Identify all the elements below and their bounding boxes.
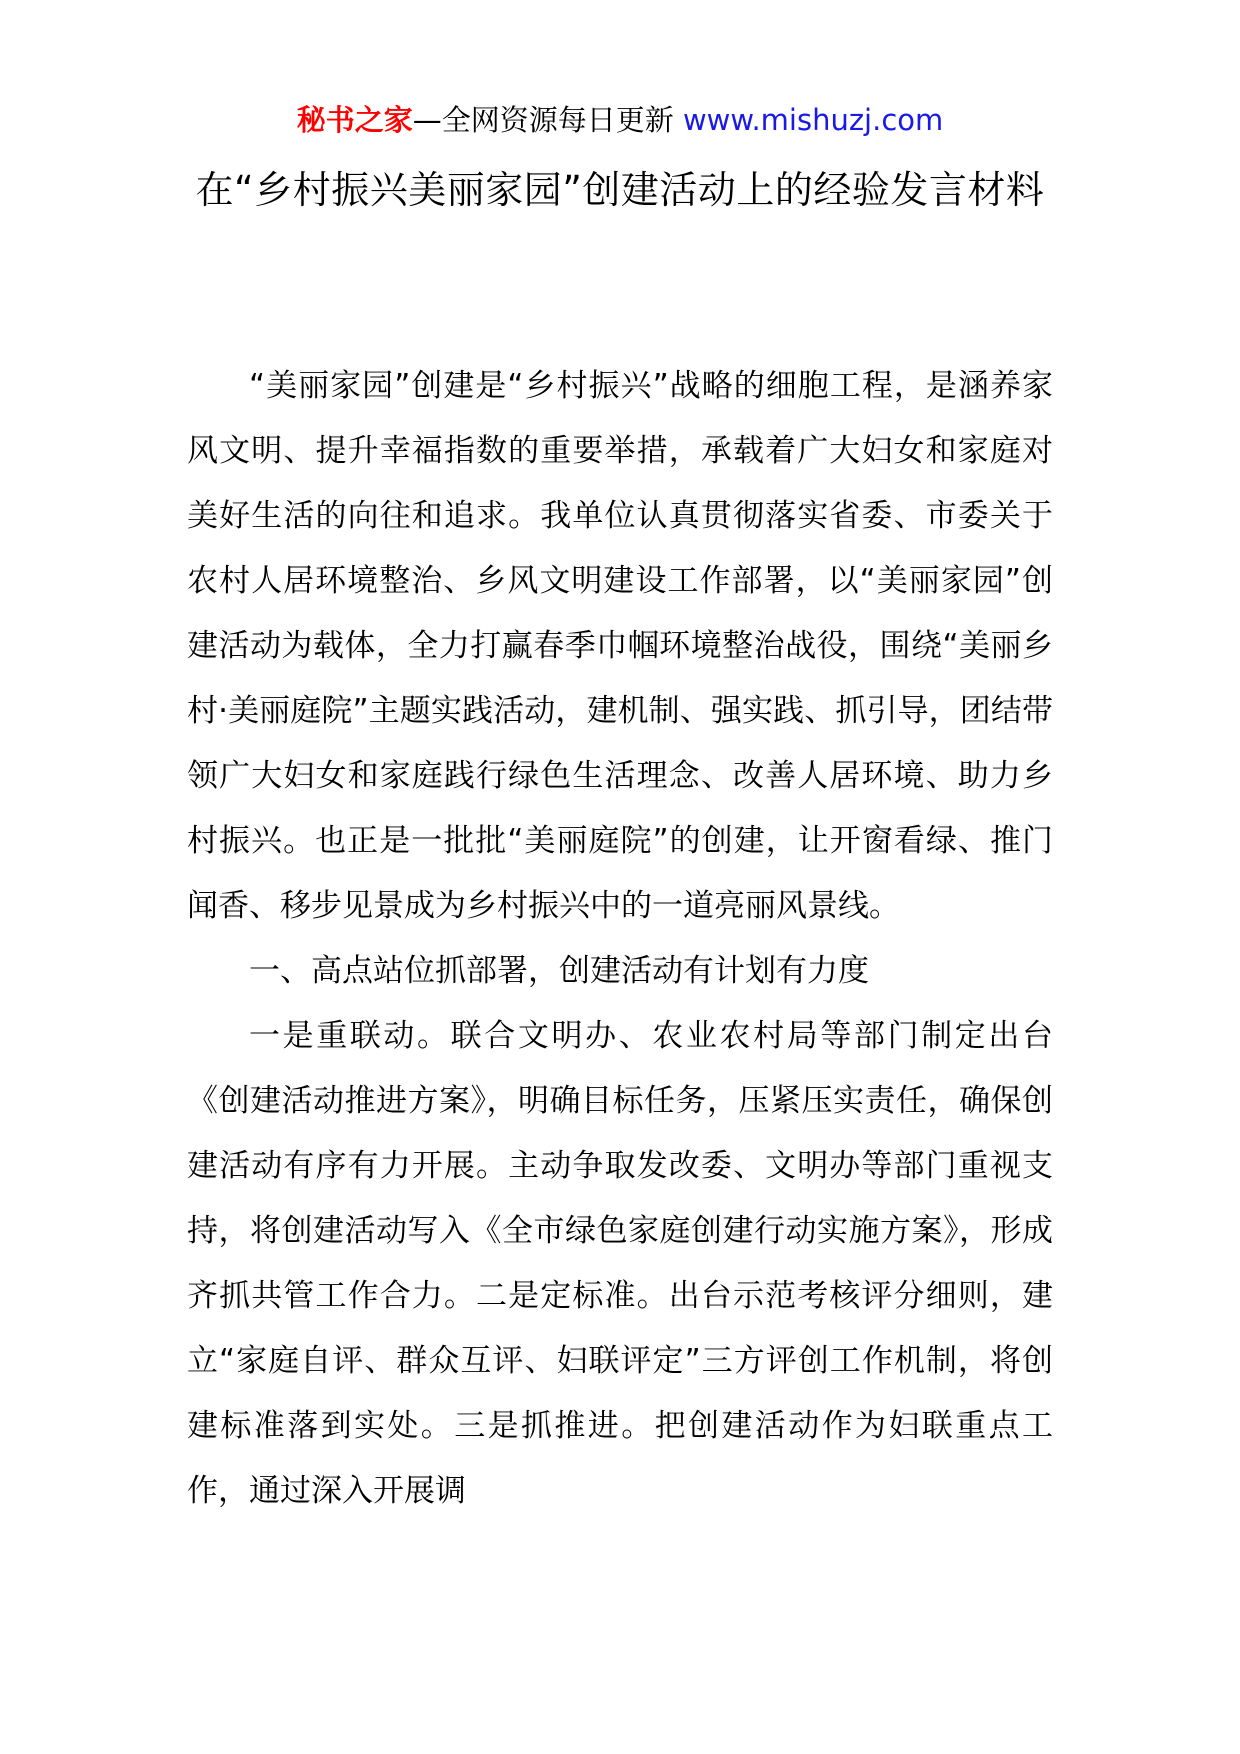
site-brand: 秘书之家 (296, 103, 413, 137)
body-paragraph: 一是重联动。联合文明办、农业农村局等部门制定出台《创建活动推进方案》，明确目标任务，压紧压实责任，确保创建活动有序有力开展。主动争取发改委、文明办等部门重视支持，将创建活动写入《全市绿色家庭创建行动实施方案》，形成齐抓共管工作合力。二是定标准。出台示范考核评分细则，建立“家庭自评、群众互评、妇联评定”三方评创工作机制，将创建标准落到实处。三是抓推进。把创建活动作为妇联重点工作，通过深入开展调 (187, 1018, 1053, 1509)
site-tagline: —全网资源每日更新 (412, 103, 683, 137)
site-url-link[interactable]: www.mishuzj.com (682, 103, 944, 137)
site-banner (0, 100, 1240, 140)
section-heading: 一、高点站位抓部署，创建活动有计划有力度 (249, 953, 869, 989)
document-title: 在“乡村振兴美丽家园”创建活动上的经验发言材料 (195, 168, 1045, 212)
intro-paragraph: “美丽家园”创建是“乡村振兴”战略的细胞工程，是涵养家风文明、提升幸福指数的重要举措，承载着广大妇女和家庭对美好生活的向往和追求。我单位认真贯彻落实省委、市委关于农村人居环境整治、乡风文明建设工作部署，以“美丽家园”创建活动为载体，全力打赢春季巾帼环境整治战役，围绕“美丽乡村·美丽庭院”主题实践活动，建机制、强实践、抓引导，团结带领广大妇女和家庭践行绿色生活理念、改善人居环境、助力乡村振兴。也正是一批批“美丽庭院”的创建，让开窗看绿、推门闻香、移步见景成为乡村振兴中的一道亮丽风景线。 (187, 368, 1053, 924)
document-body (187, 354, 1053, 1524)
